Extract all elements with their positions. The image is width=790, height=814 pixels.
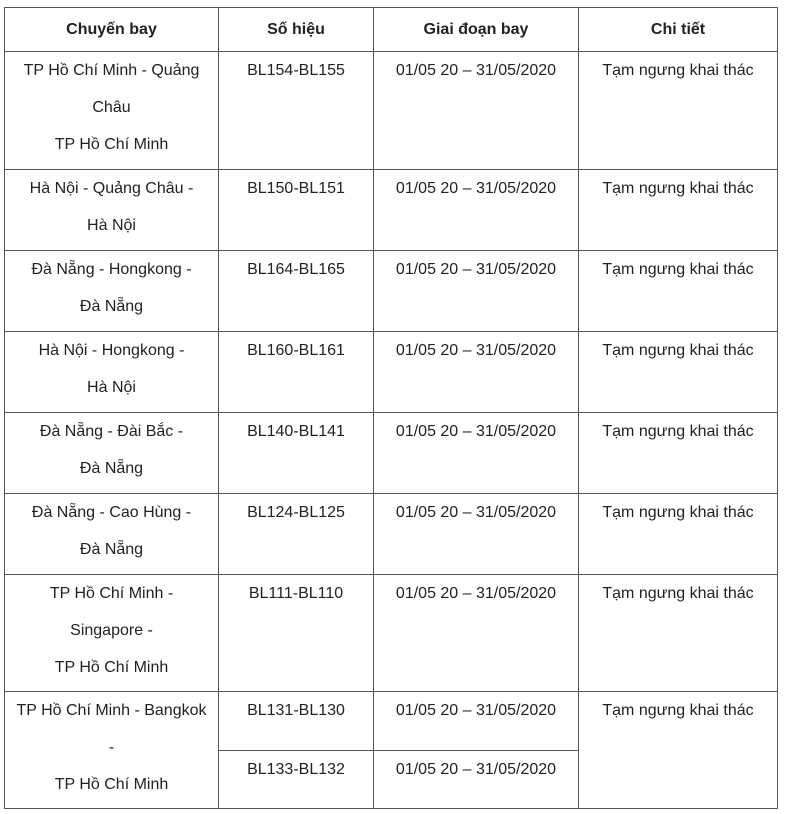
- period-cell: 01/05 20 – 31/05/2020: [374, 251, 579, 332]
- route-line: TP Hồ Chí Minh: [54, 776, 169, 793]
- flight-schedule-table: [4, 7, 778, 809]
- period-cell: 01/05 20 – 31/05/2020: [374, 413, 579, 494]
- route-line: Đà Nẵng - Đài Bắc -: [39, 423, 184, 440]
- route-cell: [5, 52, 219, 170]
- route-line: Hà Nội: [87, 217, 136, 234]
- flight-number-cell: BL150-BL151: [219, 170, 374, 251]
- header-flight-number: Số hiệu: [219, 8, 374, 52]
- detail-cell: Tạm ngưng khai thác: [579, 170, 778, 251]
- route-line: -: [108, 739, 115, 756]
- route-line: TP Hồ Chí Minh -: [49, 585, 174, 602]
- route-line: Hà Nội - Hongkong -: [38, 342, 185, 359]
- flight-number-cell: BL111-BL110: [219, 575, 374, 692]
- detail-cell: Tạm ngưng khai thác: [579, 494, 778, 575]
- period-cell: 01/05 20 – 31/05/2020: [374, 575, 579, 692]
- table-row: [5, 494, 778, 575]
- detail-cell: Tạm ngưng khai thác: [579, 575, 778, 692]
- flight-number-cell: BL160-BL161: [219, 332, 374, 413]
- detail-cell: Tạm ngưng khai thác: [579, 413, 778, 494]
- route-cell: [5, 692, 219, 809]
- table-row: [5, 332, 778, 413]
- flight-number-cell: BL133-BL132: [219, 751, 374, 809]
- route-line: Singapore -: [70, 622, 153, 639]
- detail-cell: Tạm ngưng khai thác: [579, 692, 778, 809]
- detail-cell: Tạm ngưng khai thác: [579, 52, 778, 170]
- flight-number-cell: BL154-BL155: [219, 52, 374, 170]
- period-cell: 01/05 20 – 31/05/2020: [374, 332, 579, 413]
- flight-number-cell: BL124-BL125: [219, 494, 374, 575]
- route-line: Đà Nẵng: [79, 298, 144, 315]
- table-row: [5, 575, 778, 692]
- header-row: [5, 8, 778, 52]
- route-line: TP Hồ Chí Minh - Bangkok: [16, 702, 207, 719]
- flight-number-cell: BL131-BL130: [219, 692, 374, 751]
- period-cell: 01/05 20 – 31/05/2020: [374, 52, 579, 170]
- table-row: [5, 692, 778, 751]
- route-line: Đà Nẵng: [79, 460, 144, 477]
- route-line: Đà Nẵng - Hongkong -: [31, 261, 192, 278]
- header-detail: Chi tiết: [579, 8, 778, 52]
- route-line: Đà Nẵng: [79, 541, 144, 558]
- header-period: Giai đoạn bay: [374, 8, 579, 52]
- period-cell: 01/05 20 – 31/05/2020: [374, 692, 579, 751]
- header-route: Chuyến bay: [5, 8, 219, 52]
- detail-cell: Tạm ngưng khai thác: [579, 332, 778, 413]
- period-cell: 01/05 20 – 31/05/2020: [374, 751, 579, 809]
- period-cell: 01/05 20 – 31/05/2020: [374, 170, 579, 251]
- flight-number-cell: BL164-BL165: [219, 251, 374, 332]
- route-line: TP Hồ Chí Minh: [54, 659, 169, 676]
- table-row: [5, 170, 778, 251]
- route-cell: [5, 494, 219, 575]
- route-cell: [5, 251, 219, 332]
- period-cell: 01/05 20 – 31/05/2020: [374, 494, 579, 575]
- flight-number-cell: BL140-BL141: [219, 413, 374, 494]
- route-cell: [5, 332, 219, 413]
- detail-cell: Tạm ngưng khai thác: [579, 251, 778, 332]
- route-cell: [5, 575, 219, 692]
- table-row: [5, 251, 778, 332]
- table-row: [5, 413, 778, 494]
- route-line: Hà Nội: [87, 379, 136, 396]
- route-cell: [5, 170, 219, 251]
- route-cell: [5, 413, 219, 494]
- route-line: Hà Nội - Quảng Châu -: [29, 180, 194, 197]
- table-row: [5, 52, 778, 170]
- route-line: TP Hồ Chí Minh - Quảng: [23, 62, 200, 79]
- route-line: TP Hồ Chí Minh: [54, 136, 169, 153]
- route-line: Đà Nẵng - Cao Hùng -: [31, 504, 192, 521]
- route-line: Châu: [92, 99, 131, 116]
